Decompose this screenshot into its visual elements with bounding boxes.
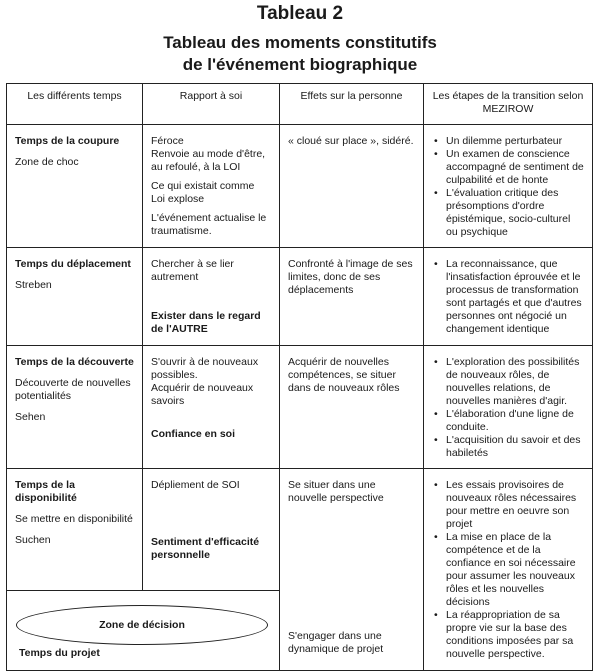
cell-effet	[280, 248, 424, 346]
temps-sub: Zone de choc	[15, 156, 79, 168]
rapport-bold: Sentiment d'efficacité personnelle	[151, 536, 260, 561]
effet-text: S'engager dans une dynamique de projet	[288, 630, 384, 655]
cell-temps	[7, 469, 143, 591]
cell-temps	[7, 346, 143, 469]
rapport-text: Ce qui existait comme Loi explose	[151, 180, 255, 205]
temps-name: Temps du déplacement	[15, 258, 131, 270]
col-header-rapport: Rapport à soi	[143, 84, 280, 125]
rapport-text: Chercher à se lier autrement	[151, 258, 234, 283]
cell-etapes	[424, 469, 593, 671]
etape-item: • La réappropriation de sa propre vie sur la base des conditions imposées par sa nouvelle perspective.	[446, 609, 584, 661]
rapport-text: S'ouvrir à de nouveaux possibles.	[151, 356, 259, 381]
etape-item: • Un dilemme perturbateur	[446, 135, 584, 148]
cell-temps	[7, 125, 143, 248]
table-row	[7, 346, 593, 469]
col-header-etapes: Les étapes de la transition selon MEZIROW	[424, 84, 593, 125]
rapport-text: Dépliement de SOI	[151, 479, 240, 491]
etape-item: • Un examen de conscience accompagné de sentiment de culpabilité et de honte	[446, 148, 584, 187]
table-row	[7, 469, 593, 591]
etape-item: • L'évaluation critique des présomptions d'ordre épistémique, socio-culturel ou psychique	[446, 187, 584, 239]
rapport-text: Féroce	[151, 135, 184, 147]
rapport-text: Acquérir de nouveaux savoirs	[151, 382, 254, 407]
temps-name: Temps de la coupure	[15, 135, 120, 147]
cell-rapport	[143, 469, 280, 591]
table-row	[7, 248, 593, 346]
cell-effet	[280, 125, 424, 248]
effet-text: « cloué sur place », sidéré.	[288, 135, 414, 147]
etape-item: • La reconnaissance, que l'insatisfaction éprouvée et le processus de transformation sont partagés et que d'autres personnes ont négocié un changement identique	[446, 258, 584, 336]
effet-text: Se situer dans une nouvelle perspective	[288, 479, 384, 504]
col-header-effets: Effets sur la personne	[280, 84, 424, 125]
etape-item: • L'exploration des possibilités de nouveaux rôles, de nouvelles relations, de nouvelles manières d'agir.	[446, 356, 584, 408]
rapport-bold: Confiance en soi	[151, 428, 236, 440]
decision-ellipse	[16, 605, 268, 645]
table-label: Tableau 2	[256, 3, 344, 24]
temps-name: Temps de la découverte	[15, 356, 134, 368]
zone-label: Zone de décision	[99, 618, 185, 631]
cell-rapport	[143, 125, 280, 248]
table-row	[7, 125, 593, 248]
temps-projet: Temps du projet	[19, 647, 100, 659]
col-header-temps: Les différents temps	[7, 84, 143, 125]
cell-rapport	[143, 248, 280, 346]
etape-item: • La mise en place de la compétence et de la confiance en soi nécessaire pour assumer les nouveaux rôles et les nouvelles décisions	[446, 531, 584, 609]
cell-rapport	[143, 346, 280, 469]
temps-sub: Sehen	[15, 411, 46, 423]
cell-zone-decision	[7, 591, 280, 671]
etape-item: • L'élaboration d'une ligne de conduite.	[446, 408, 584, 434]
temps-sub: Suchen	[15, 534, 51, 546]
cell-etapes	[424, 125, 593, 248]
rapport-bold: Exister dans le regard de l'AUTRE	[151, 310, 261, 335]
table-title-line1: Tableau des moments constitutifs	[163, 33, 437, 52]
cell-etapes	[424, 248, 593, 346]
temps-sub: Streben	[15, 279, 52, 291]
cell-etapes	[424, 346, 593, 469]
rapport-text: Renvoie au mode d'être, au refoulé, à la LOI	[151, 148, 266, 173]
rapport-text: L'événement actualise le traumatisme.	[151, 212, 267, 237]
table-header-row	[7, 84, 593, 125]
effet-text: Confronté à l'image de ses limites, donc de ses déplacements	[288, 258, 413, 296]
effet-text: Acquérir de nouvelles compétences, se situer dans de nouveaux rôles	[288, 356, 400, 394]
cell-effet	[280, 346, 424, 469]
etape-item: • Les essais provisoires de nouveaux rôles nécessaires pour mettre en oeuvre son projet	[446, 479, 584, 531]
temps-name: Temps de la disponibilité	[15, 479, 77, 504]
moments-table	[6, 83, 593, 671]
temps-sub: Découverte de nouvelles potentialités	[15, 377, 131, 402]
table-title-line2: de l'événement biographique	[182, 55, 418, 74]
cell-temps	[7, 248, 143, 346]
cell-effet	[280, 469, 424, 671]
temps-sub: Se mettre en disponibilité	[15, 513, 133, 525]
etape-item: • L'acquisition du savoir et des habiletés	[446, 434, 584, 460]
